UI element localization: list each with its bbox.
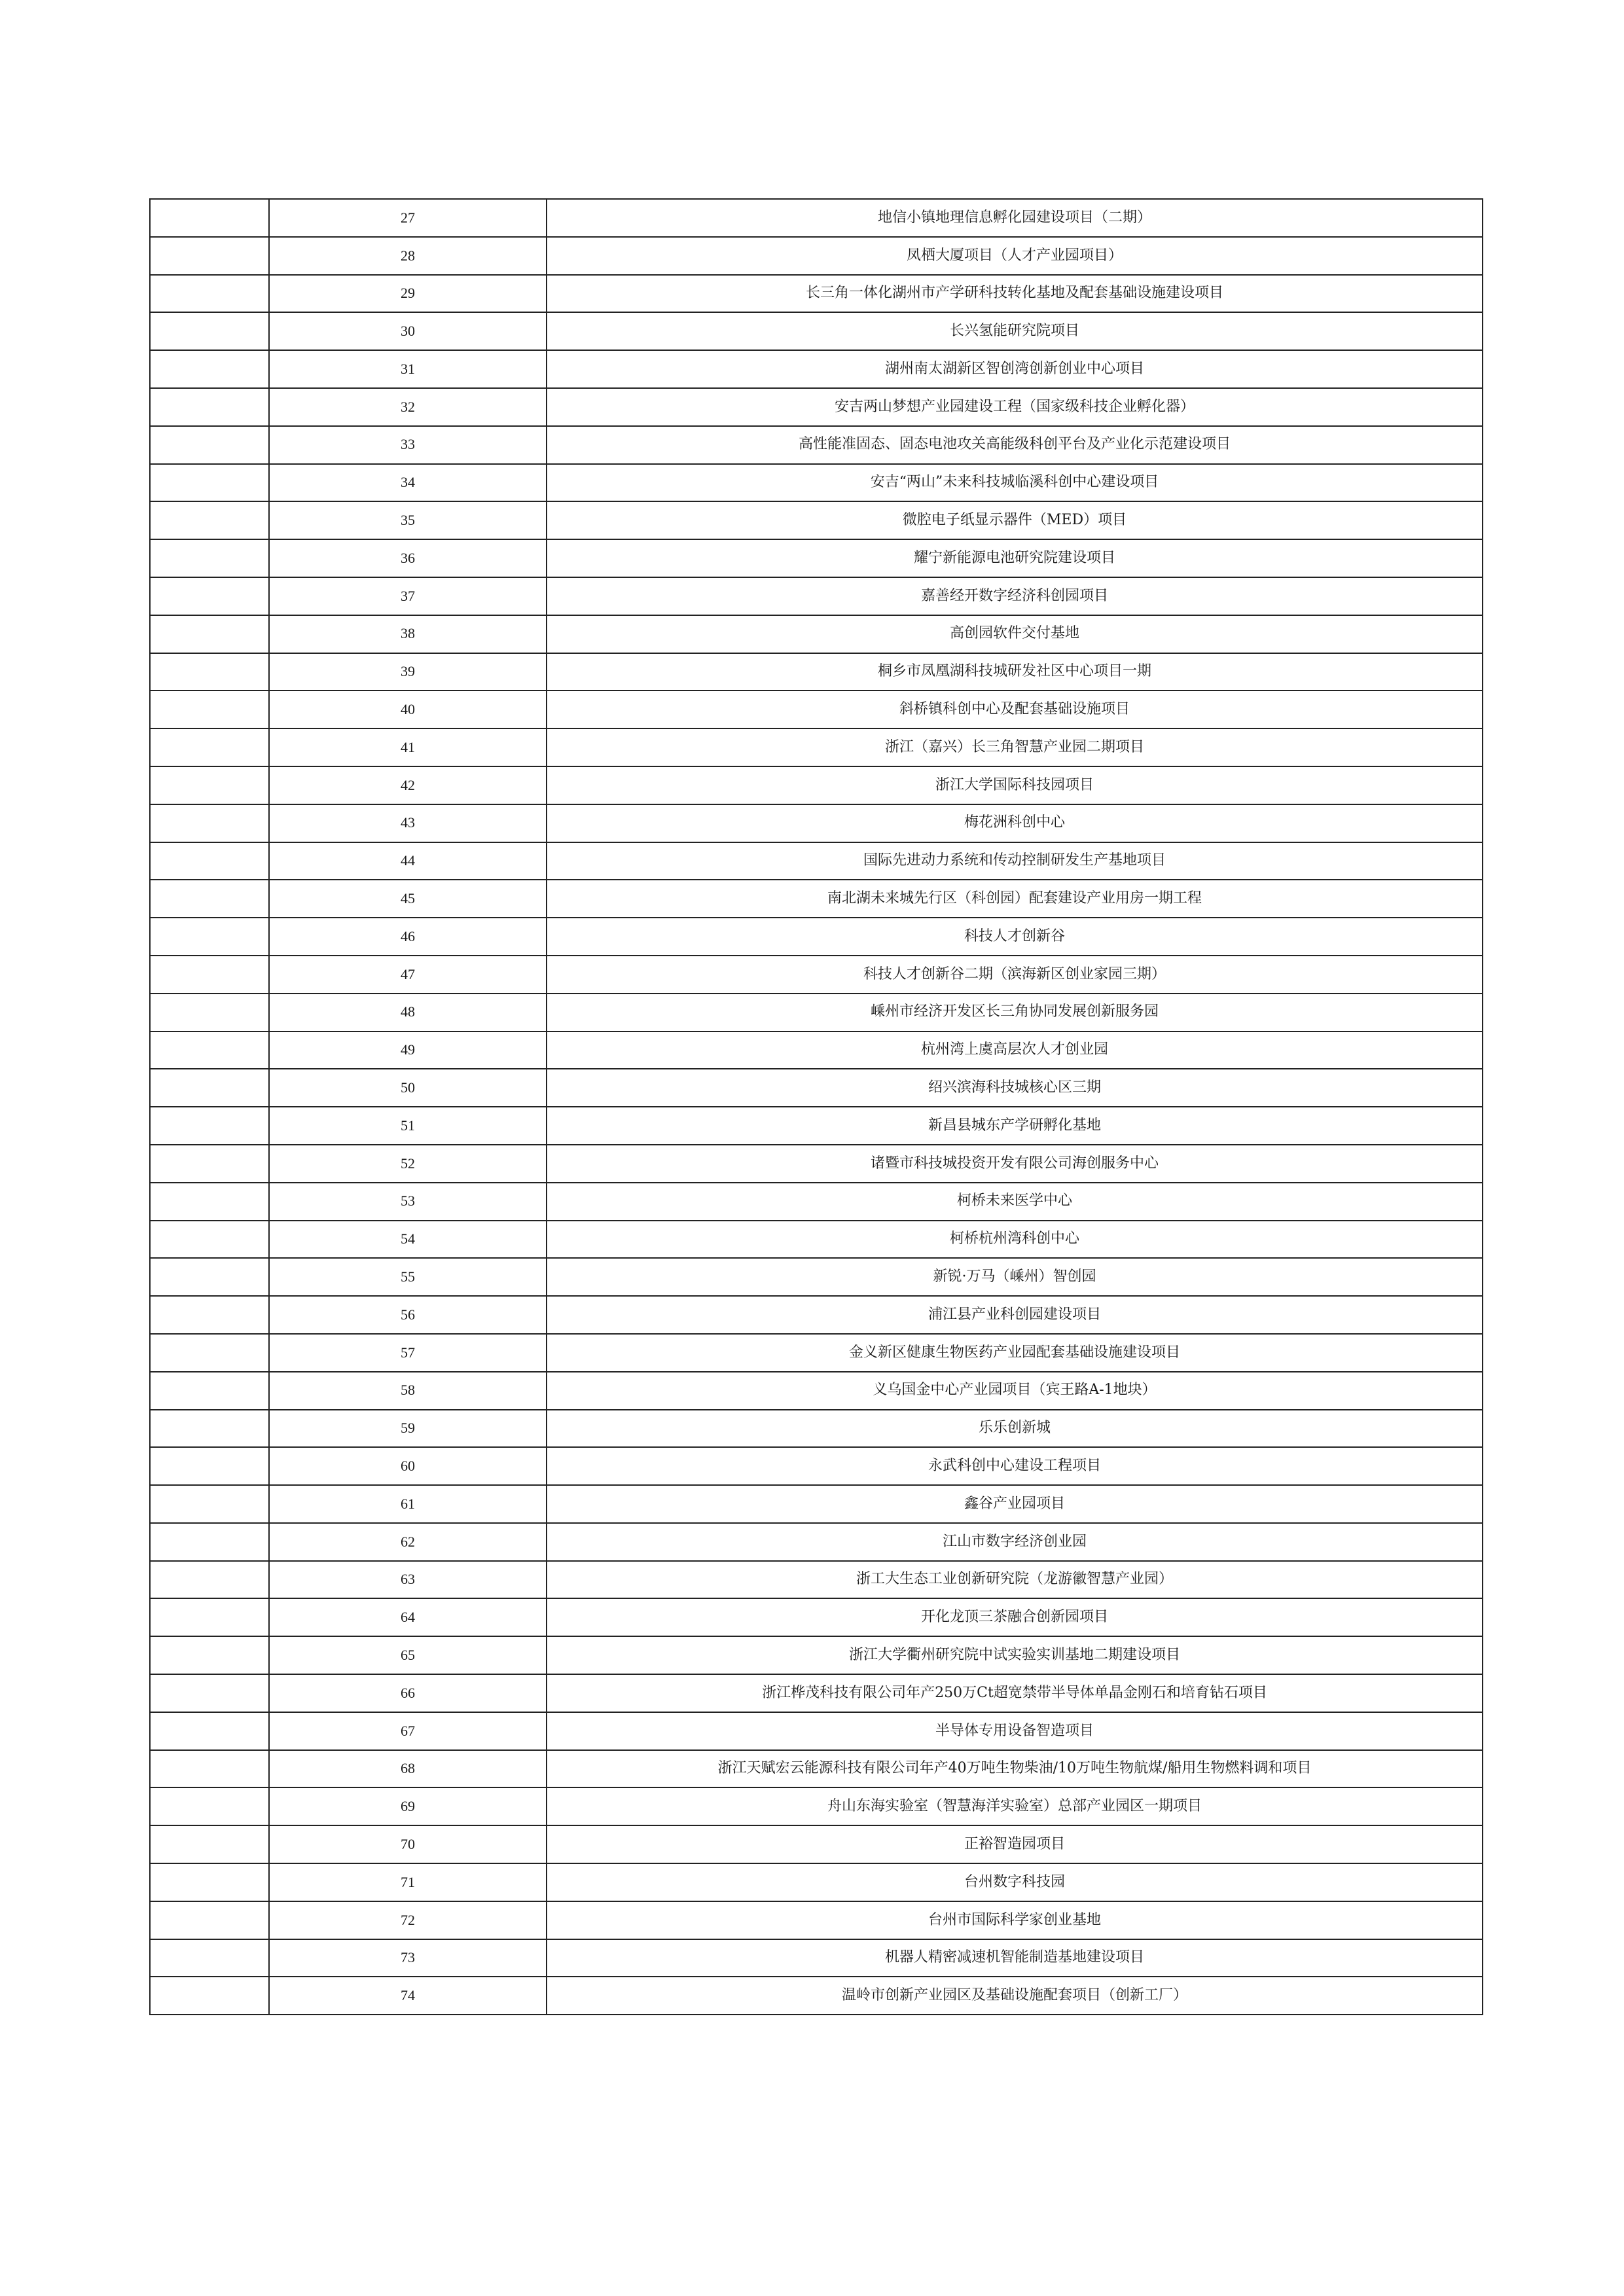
table-row [150, 577, 1483, 615]
row-number-cell: 67 [269, 1712, 547, 1750]
row-number-cell: 44 [269, 842, 547, 880]
project-name-cell: 新昌县城东产学研孵化基地 [547, 1107, 1483, 1145]
project-name-cell: 斜桥镇科创中心及配套基础设施项目 [547, 691, 1483, 728]
row-number-cell: 34 [269, 464, 547, 502]
table-row [150, 1069, 1483, 1107]
region-cell [150, 1145, 269, 1183]
table-row [150, 1258, 1483, 1296]
table-row [150, 388, 1483, 426]
project-name-cell: 新锐·万马（嵊州）智创园 [547, 1258, 1483, 1296]
project-name-cell: 柯桥未来医学中心 [547, 1183, 1483, 1221]
table-row [150, 1712, 1483, 1750]
project-name-cell: 半导体专用设备智造项目 [547, 1712, 1483, 1750]
project-name-cell: 正裕智造园项目 [547, 1825, 1483, 1863]
table-row [150, 1939, 1483, 1977]
table-row [150, 1636, 1483, 1674]
region-cell [150, 653, 269, 691]
project-name-cell: 国际先进动力系统和传动控制研发生产基地项目 [547, 842, 1483, 880]
row-number-cell: 43 [269, 804, 547, 842]
project-name-cell: 浙工大生态工业创新研究院（龙游徽智慧产业园） [547, 1561, 1483, 1599]
row-number-cell: 56 [269, 1296, 547, 1334]
table-row [150, 766, 1483, 804]
table-row [150, 1183, 1483, 1221]
project-name-cell: 诸暨市科技城投资开发有限公司海创服务中心 [547, 1145, 1483, 1183]
project-name-cell: 浙江（嘉兴）长三角智慧产业园二期项目 [547, 728, 1483, 766]
table-row [150, 728, 1483, 766]
region-cell [150, 1485, 269, 1523]
row-number-cell: 64 [269, 1598, 547, 1636]
table-row [150, 464, 1483, 502]
table-row [150, 918, 1483, 956]
row-number-cell: 40 [269, 691, 547, 728]
project-name-cell: 义乌国金中心产业园项目（宾王路A-1地块） [547, 1372, 1483, 1410]
region-cell [150, 1447, 269, 1485]
row-number-cell: 35 [269, 501, 547, 539]
region-cell [150, 956, 269, 994]
project-name-cell: 安吉两山梦想产业园建设工程（国家级科技企业孵化器） [547, 388, 1483, 426]
table-row [150, 237, 1483, 275]
region-cell [150, 464, 269, 502]
row-number-cell: 41 [269, 728, 547, 766]
table-row [150, 426, 1483, 464]
row-number-cell: 30 [269, 312, 547, 350]
table-row [150, 1787, 1483, 1825]
region-cell [150, 1939, 269, 1977]
row-number-cell: 60 [269, 1447, 547, 1485]
region-cell [150, 1031, 269, 1069]
project-name-cell: 绍兴滨海科技城核心区三期 [547, 1069, 1483, 1107]
region-cell [150, 1221, 269, 1259]
project-table-body [150, 199, 1483, 2015]
region-cell [150, 1069, 269, 1107]
table-row [150, 1561, 1483, 1599]
project-name-cell: 高创园软件交付基地 [547, 615, 1483, 653]
region-cell [150, 1296, 269, 1334]
region-cell [150, 880, 269, 918]
table-row [150, 956, 1483, 994]
region-cell [150, 804, 269, 842]
row-number-cell: 45 [269, 880, 547, 918]
row-number-cell: 61 [269, 1485, 547, 1523]
row-number-cell: 29 [269, 275, 547, 313]
row-number-cell: 32 [269, 388, 547, 426]
row-number-cell: 27 [269, 199, 547, 237]
project-name-cell: 高性能准固态、固态电池攻关高能级科创平台及产业化示范建设项目 [547, 426, 1483, 464]
project-name-cell: 浦江县产业科创园建设项目 [547, 1296, 1483, 1334]
region-cell [150, 1863, 269, 1901]
table-row [150, 615, 1483, 653]
project-name-cell: 桐乡市凤凰湖科技城研发社区中心项目一期 [547, 653, 1483, 691]
row-number-cell: 73 [269, 1939, 547, 1977]
table-row [150, 1296, 1483, 1334]
project-name-cell: 长三角一体化湖州市产学研科技转化基地及配套基础设施建设项目 [547, 275, 1483, 313]
project-name-cell: 科技人才创新谷 [547, 918, 1483, 956]
region-cell [150, 1410, 269, 1448]
region-cell [150, 766, 269, 804]
region-cell [150, 275, 269, 313]
row-number-cell: 31 [269, 350, 547, 388]
project-name-cell: 柯桥杭州湾科创中心 [547, 1221, 1483, 1259]
project-name-cell: 浙江天赋宏云能源科技有限公司年产40万吨生物柴油/10万吨生物航煤/船用生物燃料调和项目 [547, 1750, 1483, 1788]
region-cell [150, 312, 269, 350]
table-row [150, 691, 1483, 728]
row-number-cell: 48 [269, 994, 547, 1031]
row-number-cell: 55 [269, 1258, 547, 1296]
table-row [150, 1221, 1483, 1259]
region-cell [150, 1598, 269, 1636]
row-number-cell: 33 [269, 426, 547, 464]
region-cell [150, 388, 269, 426]
table-row [150, 804, 1483, 842]
project-name-cell: 乐乐创新城 [547, 1410, 1483, 1448]
region-cell [150, 199, 269, 237]
project-name-cell: 湖州南太湖新区智创湾创新创业中心项目 [547, 350, 1483, 388]
table-row [150, 1674, 1483, 1712]
region-cell [150, 237, 269, 275]
project-name-cell: 凤栖大厦项目（人才产业园项目） [547, 237, 1483, 275]
row-number-cell: 63 [269, 1561, 547, 1599]
table-row [150, 1372, 1483, 1410]
region-cell [150, 1750, 269, 1788]
table-row [150, 312, 1483, 350]
region-cell [150, 501, 269, 539]
region-cell [150, 918, 269, 956]
region-cell [150, 1258, 269, 1296]
region-cell [150, 615, 269, 653]
region-cell [150, 1674, 269, 1712]
row-number-cell: 62 [269, 1523, 547, 1561]
row-number-cell: 28 [269, 237, 547, 275]
region-cell [150, 350, 269, 388]
region-cell [150, 994, 269, 1031]
region-cell [150, 728, 269, 766]
table-row [150, 1825, 1483, 1863]
row-number-cell: 50 [269, 1069, 547, 1107]
project-name-cell: 浙江大学国际科技园项目 [547, 766, 1483, 804]
row-number-cell: 52 [269, 1145, 547, 1183]
row-number-cell: 70 [269, 1825, 547, 1863]
row-number-cell: 71 [269, 1863, 547, 1901]
table-row [150, 1107, 1483, 1145]
row-number-cell: 37 [269, 577, 547, 615]
row-number-cell: 38 [269, 615, 547, 653]
region-cell [150, 1636, 269, 1674]
project-name-cell: 浙江大学衢州研究院中试实验实训基地二期建设项目 [547, 1636, 1483, 1674]
project-name-cell: 开化龙顶三茶融合创新园项目 [547, 1598, 1483, 1636]
region-cell [150, 426, 269, 464]
table-row [150, 1145, 1483, 1183]
project-name-cell: 耀宁新能源电池研究院建设项目 [547, 539, 1483, 577]
table-row [150, 994, 1483, 1031]
project-name-cell: 鑫谷产业园项目 [547, 1485, 1483, 1523]
row-number-cell: 39 [269, 653, 547, 691]
table-row [150, 1447, 1483, 1485]
row-number-cell: 65 [269, 1636, 547, 1674]
region-cell [150, 1561, 269, 1599]
project-name-cell: 永武科创中心建设工程项目 [547, 1447, 1483, 1485]
row-number-cell: 57 [269, 1334, 547, 1372]
row-number-cell: 47 [269, 956, 547, 994]
region-cell [150, 691, 269, 728]
table-row [150, 1863, 1483, 1901]
table-row [150, 275, 1483, 313]
project-name-cell: 杭州湾上虞高层次人才创业园 [547, 1031, 1483, 1069]
table-row [150, 1977, 1483, 2015]
project-name-cell: 江山市数字经济创业园 [547, 1523, 1483, 1561]
table-row [150, 880, 1483, 918]
project-name-cell: 长兴氢能研究院项目 [547, 312, 1483, 350]
project-name-cell: 嵊州市经济开发区长三角协同发展创新服务园 [547, 994, 1483, 1031]
project-name-cell: 机器人精密减速机智能制造基地建设项目 [547, 1939, 1483, 1977]
row-number-cell: 58 [269, 1372, 547, 1410]
row-number-cell: 66 [269, 1674, 547, 1712]
project-name-cell: 浙江桦茂科技有限公司年产250万Ct超宽禁带半导体单晶金刚石和培育钻石项目 [547, 1674, 1483, 1712]
row-number-cell: 46 [269, 918, 547, 956]
row-number-cell: 53 [269, 1183, 547, 1221]
project-name-cell: 地信小镇地理信息孵化园建设项目（二期） [547, 199, 1483, 237]
table-row [150, 653, 1483, 691]
table-row [150, 1523, 1483, 1561]
project-name-cell: 梅花洲科创中心 [547, 804, 1483, 842]
project-name-cell: 科技人才创新谷二期（滨海新区创业家园三期） [547, 956, 1483, 994]
table-row [150, 1410, 1483, 1448]
region-cell [150, 1372, 269, 1410]
project-name-cell: 金义新区健康生物医药产业园配套基础设施建设项目 [547, 1334, 1483, 1372]
project-name-cell: 微腔电子纸显示器件（MED）项目 [547, 501, 1483, 539]
row-number-cell: 51 [269, 1107, 547, 1145]
region-cell [150, 1523, 269, 1561]
region-cell [150, 1107, 269, 1145]
project-name-cell: 嘉善经开数字经济科创园项目 [547, 577, 1483, 615]
row-number-cell: 59 [269, 1410, 547, 1448]
region-cell [150, 842, 269, 880]
table-row [150, 1031, 1483, 1069]
region-cell [150, 1183, 269, 1221]
project-name-cell: 安吉“两山”未来科技城临溪科创中心建设项目 [547, 464, 1483, 502]
table-row [150, 842, 1483, 880]
row-number-cell: 68 [269, 1750, 547, 1788]
row-number-cell: 36 [269, 539, 547, 577]
region-cell [150, 577, 269, 615]
row-number-cell: 42 [269, 766, 547, 804]
region-cell [150, 1901, 269, 1939]
region-cell [150, 539, 269, 577]
project-name-cell: 台州数字科技园 [547, 1863, 1483, 1901]
region-cell [150, 1977, 269, 2015]
region-cell [150, 1334, 269, 1372]
region-cell [150, 1712, 269, 1750]
table-row [150, 1485, 1483, 1523]
project-name-cell: 南北湖未来城先行区（科创园）配套建设产业用房一期工程 [547, 880, 1483, 918]
row-number-cell: 54 [269, 1221, 547, 1259]
table-row [150, 501, 1483, 539]
project-table [149, 198, 1483, 2015]
table-row [150, 199, 1483, 237]
table-row [150, 1750, 1483, 1788]
region-cell [150, 1787, 269, 1825]
table-row [150, 539, 1483, 577]
project-name-cell: 温岭市创新产业园区及基础设施配套项目（创新工厂） [547, 1977, 1483, 2015]
project-name-cell: 台州市国际科学家创业基地 [547, 1901, 1483, 1939]
project-name-cell: 舟山东海实验室（智慧海洋实验室）总部产业园区一期项目 [547, 1787, 1483, 1825]
table-row [150, 1334, 1483, 1372]
row-number-cell: 72 [269, 1901, 547, 1939]
row-number-cell: 49 [269, 1031, 547, 1069]
row-number-cell: 74 [269, 1977, 547, 2015]
region-cell [150, 1825, 269, 1863]
row-number-cell: 69 [269, 1787, 547, 1825]
table-row [150, 350, 1483, 388]
table-row [150, 1598, 1483, 1636]
table-row [150, 1901, 1483, 1939]
